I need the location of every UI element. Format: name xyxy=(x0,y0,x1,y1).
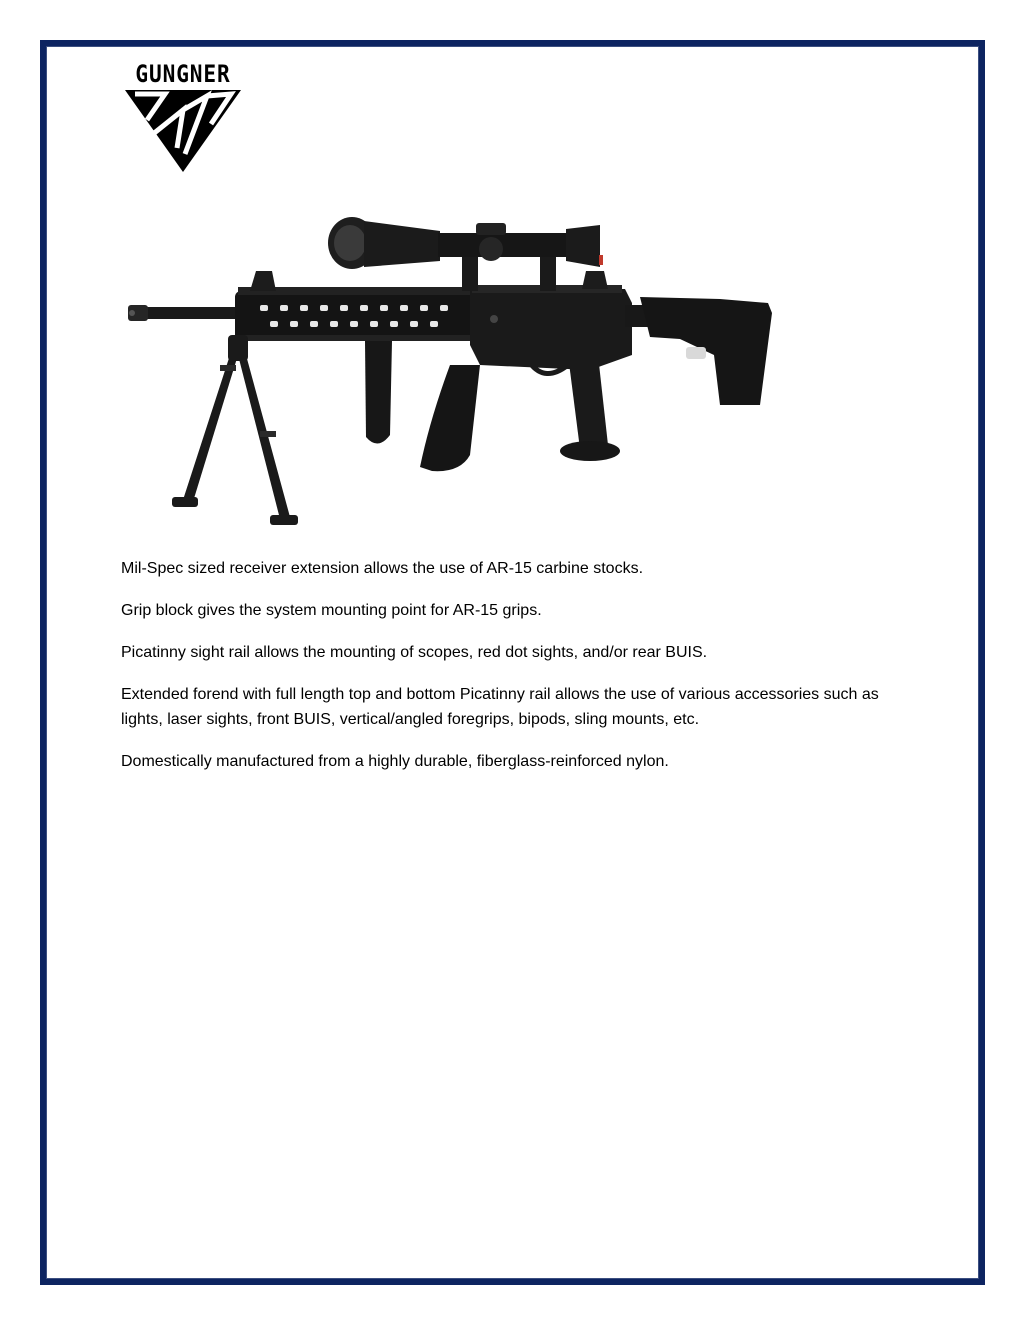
rifle-magazine xyxy=(420,365,480,471)
feature-paragraph: Grip block gives the system mounting point for AR-15 grips. xyxy=(121,602,542,619)
feature-paragraph: Picatinny sight rail allows the mounting of scopes, red dot sights, and/or rear BUIS. xyxy=(121,644,708,661)
rifle-pistol-grip xyxy=(568,355,608,449)
product-feature-list xyxy=(121,556,921,791)
feature-paragraph: Extended forend with full length top and bottom Picatinny rail allows the use of various accessories such as lights, laser sights, front BUIS, vertical/angled foregrips, bipods, sling mounts, etc. xyxy=(121,686,879,728)
rifle-scope xyxy=(328,217,603,291)
rifle-receiver xyxy=(470,289,632,370)
rifle-forend xyxy=(235,291,475,341)
brand-emblem-icon xyxy=(125,90,241,172)
brand-wordmark: GUNGNER xyxy=(135,60,231,88)
brand-logo xyxy=(123,60,243,175)
feature-paragraph: Domestically manufactured from a highly durable, fiberglass-reinforced nylon. xyxy=(121,753,669,770)
rifle-foregrip xyxy=(365,341,392,444)
product-photo xyxy=(120,205,785,545)
feature-paragraph: Mil-Spec sized receiver extension allows the use of AR-15 carbine stocks. xyxy=(121,560,644,577)
rifle-bipod xyxy=(172,335,298,525)
